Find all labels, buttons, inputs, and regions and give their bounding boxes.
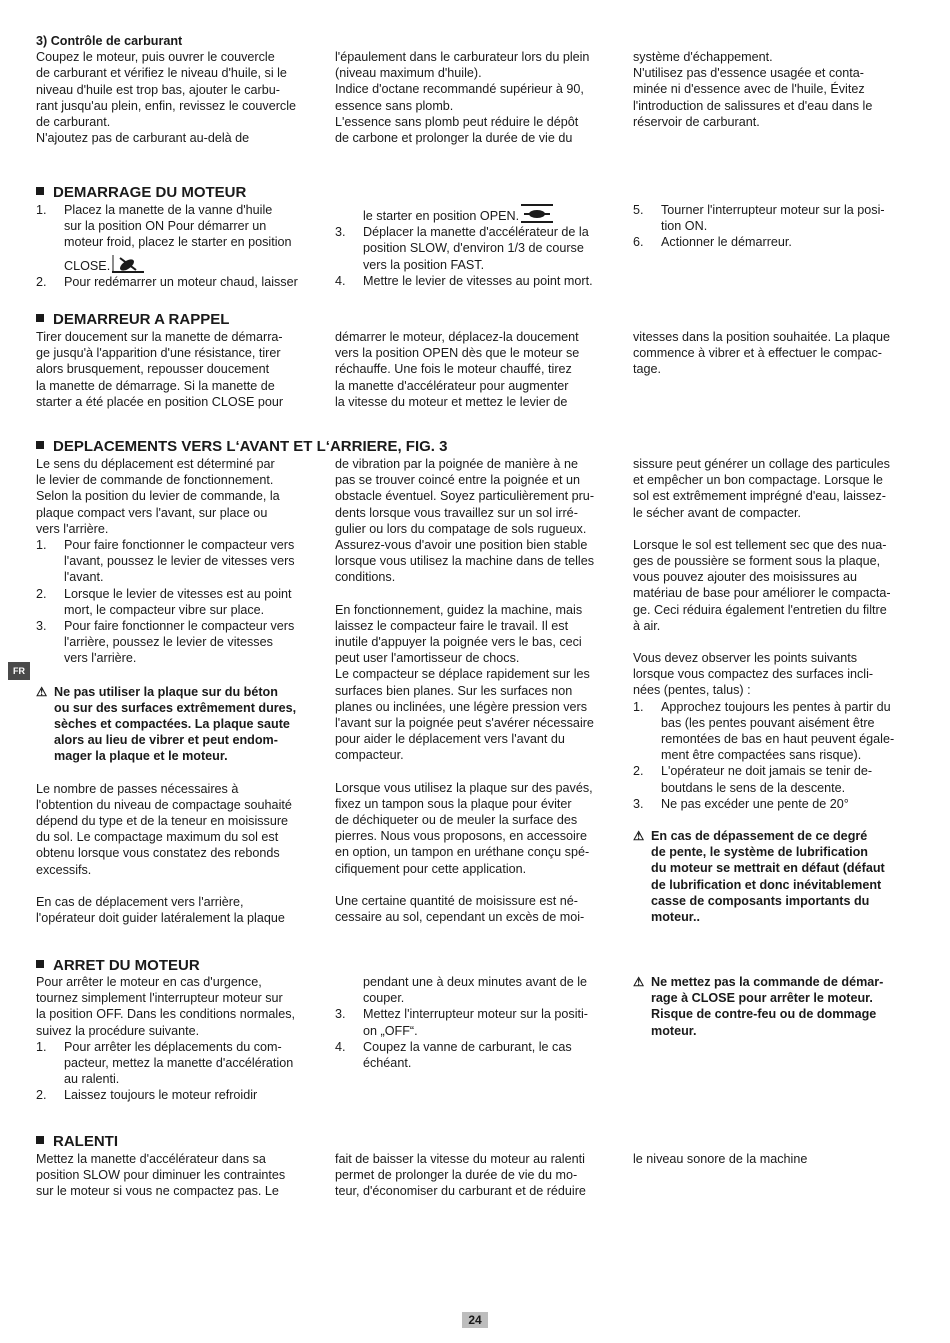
text-line: ge. Ceci réduira également l'entretien du filtre [633,602,887,617]
stop-col-3 [633,974,918,1039]
stop-title-text: ARRET DU MOTEUR [53,957,200,974]
warning-icon: ⚠ [633,975,645,989]
list-num: 3. [633,796,644,811]
warning-icon: ⚠ [633,829,645,844]
travel-intro [36,456,321,537]
fuel-heading: 3) Contrôle de carburant [36,34,183,48]
text-line: starter a été placée en position CLOSE pour [36,394,284,409]
text-line: l'avant. [64,570,104,585]
text-line: au ralenti. [64,1072,120,1087]
text-line: matériau de base pour améliorer le compacta- [633,586,891,601]
list-text [363,1039,620,1071]
warning-text [651,974,918,1039]
stop-list-2 [335,1006,620,1071]
text-line: Ne pas utiliser la plaque sur du béton [54,684,278,699]
list-num: 1. [36,203,47,217]
text-line: pierres. Nous vous proposons, en accessoire [335,829,588,844]
text-line: la manette d'accélérateur pour augmenter [335,378,569,393]
text-line: en option, un tampon en uréthane conçu spé- [335,845,590,860]
text-line: sissure peut générer un collage des particules [633,457,890,471]
idle-text-1 [36,1151,321,1200]
text-line: de lubrification et donc inévitablement [651,877,882,892]
start-list-2 [335,224,620,289]
list-item [36,537,321,586]
text-line: tage. [633,362,662,377]
text-line: Lorsque le sol est tellement sec que des nua- [633,537,887,552]
text-line: couper. [363,991,405,1006]
stop-title [36,957,200,975]
text-line: conditions. [335,570,396,585]
stop-intro [36,974,321,1039]
travel-c3-p2 [633,537,918,634]
list-text [363,1006,620,1038]
text-line: surfaces bien planes. Sur les surfaces non [335,683,573,698]
list-num: 3. [36,619,47,634]
travel-p3 [36,894,321,926]
travel-list-1 [36,537,321,667]
list-text [64,1087,321,1103]
text-line: Tourner l'interrupteur moteur sur la posi- [661,203,885,217]
text-line: cessaire au sol, cependant un excès de moi- [335,910,585,925]
list-num: 5. [633,203,644,217]
travel-c2-p1 [335,456,620,586]
text-line: Ne pas excéder une pente de 20° [661,796,849,811]
text-line: rant jusqu'au plein, enfin, revissez le couvercle [36,98,297,113]
list-text [661,796,918,812]
list-item [335,1039,620,1071]
text-line: En fonctionnement, guidez la machine, mais [335,602,583,617]
travel-warning-1 [36,684,321,765]
text-line: Actionner le démarreur. [661,235,792,250]
text-line: Le sens du déplacement est déterminé par [36,457,275,471]
list-item [633,699,918,764]
text-line: pendant une à deux minutes avant de le [363,975,588,989]
list-text: Pour redémarrer un moteur chaud, laisser [64,274,298,289]
text-line: l'opérateur doit guider latéralement la plaque [36,911,285,926]
text-line: moteur. [651,1023,697,1038]
text-line: sèches et compactées. La plaque saute [54,717,290,732]
text-line: l'introduction de salissures et d'eau dans le [633,98,873,113]
bullet-square [36,187,44,195]
travel-c3-p3 [633,650,918,699]
start-title-text: DEMARRAGE DU MOTEUR [53,184,247,201]
recoil-text-2 [335,329,620,410]
text-line: vers la position FAST. [363,257,485,272]
text-line: rage à CLOSE pour arrêter le moteur. [651,991,873,1006]
start-list-3 [633,202,918,251]
list-item [335,273,620,289]
text-line: dents lorsque vous travaillez sur un sol irré- [335,505,578,520]
stop-list-1 [36,1039,321,1104]
idle-title [36,1133,118,1151]
text-line: la vitesse du moteur et mettez le levier de [335,394,568,409]
list-item [36,1087,321,1103]
text-line: En cas de déplacement vers l'arrière, [36,894,244,909]
recoil-title [36,311,229,329]
start-col-2 [335,202,620,289]
text-line: échéant. [363,1056,412,1071]
text-line: position SLOW pour diminuer les contraintes [36,1168,286,1183]
text-line: Une certaine quantité de moisissure est né- [335,893,578,908]
text-line: Approchez toujours les pentes à partir du [661,699,891,714]
text-line: mort, le compacteur vibre sur place. [64,602,265,617]
text-line: le levier de commande de fonctionnement. [36,473,274,488]
text-line: sur le moteur si vous ne compactez pas. Le [36,1184,279,1199]
line: moteur froid, placez le starter en position [64,235,292,250]
list-num: 1. [36,538,47,553]
text-line: Lorsque le levier de vitesses est au point [64,586,292,601]
travel-c2-p4 [335,893,620,925]
text-line: la position OFF. Dans les conditions normales, [36,1007,295,1022]
travel-col-1 [36,456,321,926]
text-line: excessifs. [36,862,92,877]
list-num: 3. [335,225,346,240]
list-num: 2. [633,764,644,779]
travel-col-3 [633,456,918,925]
recoil-text-1 [36,329,321,410]
list-num: 4. [335,273,346,288]
list-item [36,274,321,290]
text-line: de carburant et vérifiez le niveau d'huile, si le [36,66,287,81]
stop-warning [633,974,918,1039]
travel-title-text: DEPLACEMENTS VERS L‘AVANT ET L‘ARRIERE, FIG. 3 [53,438,448,455]
text-line: Tirer doucement sur la manette de démarra- [36,330,283,344]
text-line: casse de composants importants du [651,893,870,908]
travel-list-3 [633,699,918,812]
list-text [661,699,918,764]
text-line: de déchiqueter ou de meuler la surface des [335,813,578,828]
text-line: gulier ou lors du compatage de sols rugueux. [335,521,587,536]
text-line: fait de baisser la vitesse du moteur au ralenti [335,1152,585,1166]
text-line: Mettre le levier de vitesses au point mort. [363,273,593,288]
text-line: Le compacteur se déplace rapidement sur les [335,667,590,682]
recoil-text-3 [633,329,918,378]
stop-cont [335,974,620,1006]
line: sur la position ON Pour démarrer un [64,219,267,234]
text-line: du sol. Le compactage maximum du sol est [36,830,279,845]
text-line: permet de prolonger la durée de vie du mo- [335,1168,578,1183]
text-line: lorsque vous compactez des surfaces incli- [633,667,874,682]
text-line: l'avant sur la poignée peut s'avérer nécessaire [335,716,594,731]
start-col-1 [36,202,321,290]
start-cont-text: le starter en position OPEN. [363,209,520,223]
warning-text [54,684,321,765]
text-line: obtenu lorsque vous constatez des rebonds [36,846,280,861]
text-line: tion ON. [661,219,708,234]
text-line: de vibration par la poignée de manière à ne [335,457,578,471]
text-line: dépend du type et de la teneur en moisissure [36,814,289,829]
list-num: 3. [335,1007,346,1022]
text-line: l'obtention du niveau de compactage souhaité [36,797,292,812]
text-line: commence à vibrer et à effectuer le compac- [633,346,882,361]
text-line: niveau d'huile est trop bas, ajouter le carbu- [36,82,280,97]
text-line: bas (les pentes pouvant aisément être [661,715,875,730]
choke-closed-icon [112,254,144,274]
text-line: alors au lieu de vibrer et peut endom- [54,733,278,748]
text-line: vitesses dans la position souhaitée. La plaque [633,330,890,344]
list-text [363,273,620,289]
text-line: Mettez l'interrupteur moteur sur la positi- [363,1007,588,1022]
bullet-square [36,441,44,449]
text-line: vous pouvez ajouter des moisissures au [633,570,858,585]
language-tab: FR [8,662,30,680]
text-line: Mettez la manette d'accélérateur dans sa [36,1152,266,1166]
text-line: ment être compactées sans risque). [661,748,862,763]
list-num: 4. [335,1039,346,1054]
text-line: mager la plaque et le moteur. [54,749,228,764]
choke-open-icon [521,204,553,224]
start-title [36,184,246,202]
list-num: 2. [36,274,47,289]
list-item [633,234,918,250]
travel-c2-p2 [335,602,620,764]
text-line: alors brusquement, repousser doucement [36,362,270,377]
text-line: pas se trouver coincé entre la poignée et un [335,473,581,488]
list-item [633,202,918,234]
text-line: de carburant. [36,115,111,130]
list-text [363,224,620,273]
text-line: peut user l'amortisseur de chocs. [335,651,520,666]
text-line: Le nombre de passes nécessaires à [36,781,239,796]
text-line: la manette de démarrage. Si la manette de [36,378,275,393]
text-line: Coupez le moteur, puis ouvrer le couvercle [36,50,275,65]
text-line: cifiquement pour cette application. [335,861,527,876]
text-line: Lorsque vous utilisez la plaque sur des pavés, [335,780,593,795]
list-text [661,763,918,795]
text-line: sol est extrêmement imprégné d'eau, laissez- [633,489,886,504]
text-line: N'utilisez pas d'essence usagée et conta- [633,66,864,81]
fuel-text-1 [36,49,321,146]
text-line: tournez simplement l'interrupteur moteur sur [36,991,283,1006]
list-item [36,1039,321,1088]
line: Placez la manette de la vanne d'huile [64,203,273,217]
idle-title-text: RALENTI [53,1133,118,1150]
fuel-col-1 [36,33,321,146]
text-line: minée ni d'essence avec de l'huile, Évitez [633,82,865,97]
text-line: L'essence sans plomb peut réduire le dépôt [335,114,579,129]
bullet-square [36,960,44,968]
text-line: fixez un tampon sous la plaque pour éviter [335,796,572,811]
text-line: essence sans plomb. [335,98,454,113]
travel-warning-3 [633,828,918,925]
text-line: l'avant, poussez le levier de vitesses vers [64,554,295,569]
text-line: suivez la procédure suivante. [36,1023,200,1038]
list-item [36,202,321,274]
list-num: 6. [633,235,644,250]
idle-text-2 [335,1151,620,1200]
list-item [633,763,918,795]
text-line: N'ajoutez pas de carburant au-delà de [36,131,250,146]
bullet-square [36,1136,44,1144]
text-line: position SLOW, d'environ 1/3 de course [363,241,584,256]
text-line: laissez le compacteur faire le travail. Il est [335,618,569,633]
idle-text-3 [633,1151,918,1167]
list-item [36,618,321,667]
text-line: l'arrière, poussez le levier de vitesses [64,635,273,650]
warning-icon: ⚠ [36,684,48,699]
text-line: Pour arrêter les déplacements du com- [64,1039,282,1054]
travel-c3-p1 [633,456,918,521]
list-item [633,796,918,812]
text-line: lorsque vous utilisez la machine dans de telles [335,554,595,569]
list-text [64,202,321,274]
list-num: 2. [36,1088,47,1103]
text-line: du moteur se mettrait en défaut (défaut [651,861,885,876]
fuel-text-2 [335,49,620,146]
text-line: le sécher avant de compacter. [633,505,802,520]
text-line: on „OFF“. [363,1023,418,1038]
list-item [335,224,620,273]
text-line: teur, d'économiser du carburant et de réduire [335,1184,586,1199]
text-line: l'épaulement dans le carburateur lors du plein [335,50,590,64]
text-line: boutdans le sens de la descente. [661,780,846,795]
text-line: et empêcher un bon compactage. Lorsque le [633,473,883,488]
travel-col-2 [335,456,620,925]
text-line: le niveau sonore de la machine [633,1152,808,1166]
text-line: Risque de contre-feu ou de dommage [651,1007,877,1022]
text-line: système d'échappement. [633,50,773,64]
text-line: (niveau maximum d'huile). [335,66,482,81]
text-line: ou sur des surfaces extrêmement dures, [54,700,297,715]
stop-col-2 [335,974,620,1071]
fuel-text-3 [633,49,918,130]
text-line: Pour arrêter le moteur en cas d'urgence, [36,975,262,989]
list-item [36,586,321,618]
list-text [661,202,918,234]
page-number: 24 [462,1312,488,1328]
text-line: démarrer le moteur, déplacez-la doucement [335,330,579,344]
text-line: compacteur. [335,748,404,763]
stop-col-1 [36,974,321,1104]
text-line: Laissez toujours le moteur refroidir [64,1088,258,1103]
list-text [64,1039,321,1088]
list-text [64,618,321,667]
text-line: remontées de bas en haut peuvent égale- [661,732,895,747]
text-line: Pour faire fonctionner le compacteur vers [64,619,295,634]
list-num: 2. [36,586,47,601]
list-num: 1. [36,1039,47,1054]
text-line: vers l'arrière. [64,651,137,666]
list-text [64,586,321,618]
text-line: nées (pentes, talus) : [633,683,751,698]
text-line: Indice d'octane recommandé supérieur à 90, [335,82,584,97]
text-line: pacteur, mettez la manette d'accélération [64,1056,294,1071]
text-line: pour aider le déplacement vers l'avant du [335,732,565,747]
text-line: ges de poussière se forment sous la plaque, [633,554,881,569]
text-line: En cas de dépassement de ce degré [651,829,868,844]
text-line: plaque compact vers l'avant, sur place ou [36,505,268,520]
text-line: planes ou inclinées, une légère pression vers [335,699,588,714]
travel-c2-p3 [335,780,620,877]
text-line: à air. [633,618,661,633]
text-line: Ne mettez pas la commande de démar- [651,975,884,989]
recoil-title-text: DEMARREUR A RAPPEL [53,311,230,328]
list-item [335,1006,620,1038]
list-text [661,234,918,250]
text-line: L'opérateur ne doit jamais se tenir de- [661,764,873,779]
text-line: de carbone et prolonger la durée de vie du [335,131,573,146]
text-line: Déplacer la manette d'accélérateur de la [363,225,589,240]
bullet-square [36,314,44,322]
text-line: réchauffe. Une fois le moteur chauffé, tirez [335,362,572,377]
list-num: 1. [633,699,644,714]
text-line: moteur.. [651,910,700,925]
text-line: réservoir de carburant. [633,114,760,129]
text-line: obstacle éventuel. Soyez particulièrement pru- [335,489,595,504]
warning-text [651,828,918,925]
text-line: ge jusqu'à l'apparition d'une résistance, tirer [36,346,281,361]
text-line: inutile d'appuyer la poignée vers le bas, ceci [335,635,582,650]
travel-p2 [36,781,321,878]
text-line: Assurez-vous d'avoir une position bien stable [335,538,588,553]
travel-title [36,438,447,456]
text-line: Pour faire fonctionner le compacteur vers [64,538,295,553]
text-line: Coupez la vanne de carburant, le cas [363,1039,572,1054]
text-line: vers l'arrière. [36,521,109,536]
text-line: Vous devez observer les points suivants [633,651,858,666]
text-line: Selon la position du levier de commande, la [36,489,280,504]
line: CLOSE. [64,258,111,273]
list-text [64,537,321,586]
text-line: de pente, le système de lubrification [651,845,868,860]
text-line: vers la position OPEN dès que le moteur se [335,346,580,361]
